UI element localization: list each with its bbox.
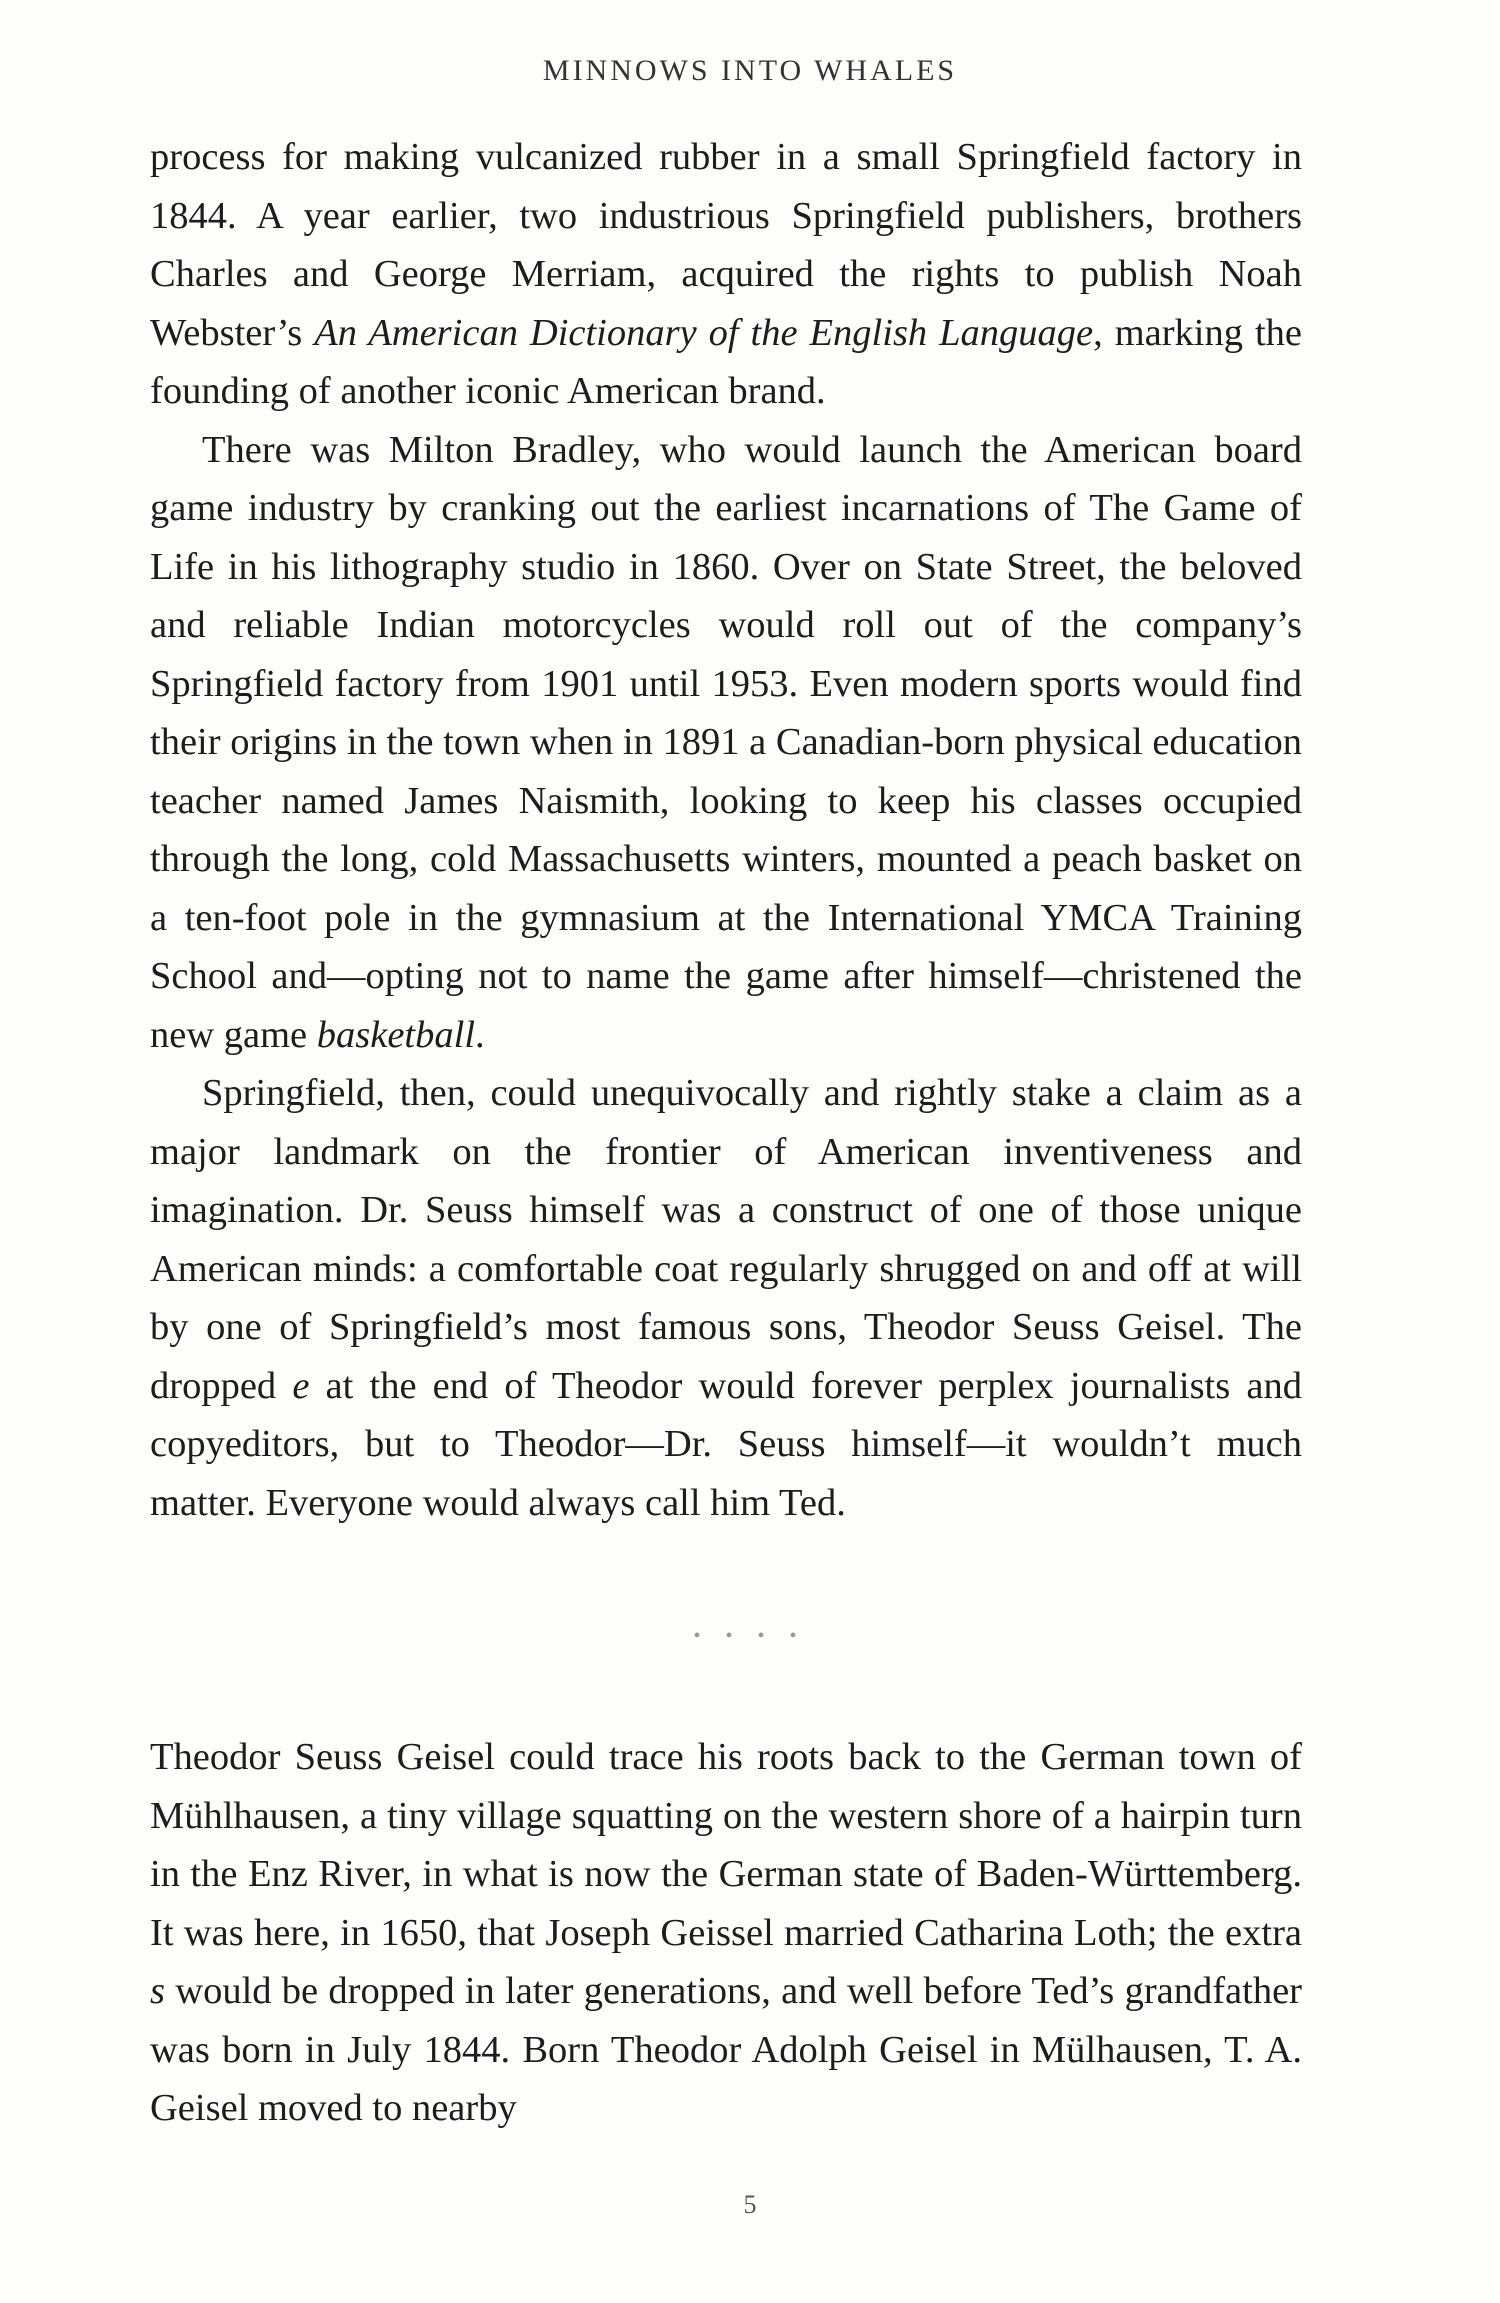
text-run: , marking the founding of another iconic American brand. [150, 311, 1302, 412]
paragraph [150, 1064, 1302, 1532]
text-run: would be dropped in later generations, and well before Ted’s grandfather was born in July 1844. Born Theodor Adolph Geisel in Mülhausen, T. A. Geisel moved to nearby [150, 1970, 1302, 2129]
text-run: process for making vulcanized rubber in a small Springfield factory in 1844. A year earlier, two industrious Springfield publishers, brothers Charles and George Merriam, acquired the rights to publish Noah Webster’s [150, 136, 1302, 354]
text-run: Theodor Seuss Geisel could trace his roots back to the German town of Mühlhausen, a tiny village squatting on the western shore of a hairpin turn in the Enz River, in what is now the German state of Baden-Württemberg. It was here, in 1650, that Joseph Geissel married Catharina Loth; the extra [150, 1736, 1302, 1954]
text-run: Springfield, then, could unequivocally and rightly stake a claim as a major landmark on the frontier of American inventiveness and imagination. Dr. Seuss himself was a construct of one of those unique American minds: a comfortable coat regularly shrugged on and off at will by one of Springfield’s most famous sons, Theodor Seuss Geisel. The dropped [150, 1072, 1302, 1407]
italic-text-run: An American Dictionary of the English Language [314, 311, 1094, 354]
paragraph [150, 421, 1302, 1065]
section-break-ornament: • • • • [693, 1625, 807, 1647]
running-head: MINNOWS INTO WHALES [542, 54, 958, 87]
paragraph [150, 1728, 1302, 2138]
paragraph [150, 128, 1302, 421]
text-run: at the end of Theodor would forever perplex journalists and copyeditors, but to Theodor—Dr. Seuss himself—it wouldn’t much matter. Everyone would always call him Ted. [150, 1364, 1302, 1524]
page-number: 5 [743, 2190, 757, 2219]
italic-text-run: e [292, 1364, 310, 1407]
section-two-text [150, 1728, 1302, 2138]
text-run: There was Milton Bradley, who would launch the American board game industry by cranking out the earliest incarnations of The Game of Life in his lithography studio in 1860. Over on State Street, the beloved and reliable Indian motorcycles would roll out of the company’s Springfield factory from 1901 until 1953. Even modern sports would find their origins in the town when in 1891 a Canadian-born physical education teacher named James Naismith, looking to keep his classes occupied through the long, cold Massachusetts winters, mounted a peach basket on a ten-foot pole in the gymnasium at the International YMCA Training School and—opting not to name the game after himself—christened the new game [150, 428, 1302, 1056]
text-run: . [475, 1013, 485, 1056]
italic-text-run: basketball [316, 1013, 476, 1056]
italic-text-run: s [150, 1970, 165, 2012]
section-one-text [150, 128, 1302, 1532]
